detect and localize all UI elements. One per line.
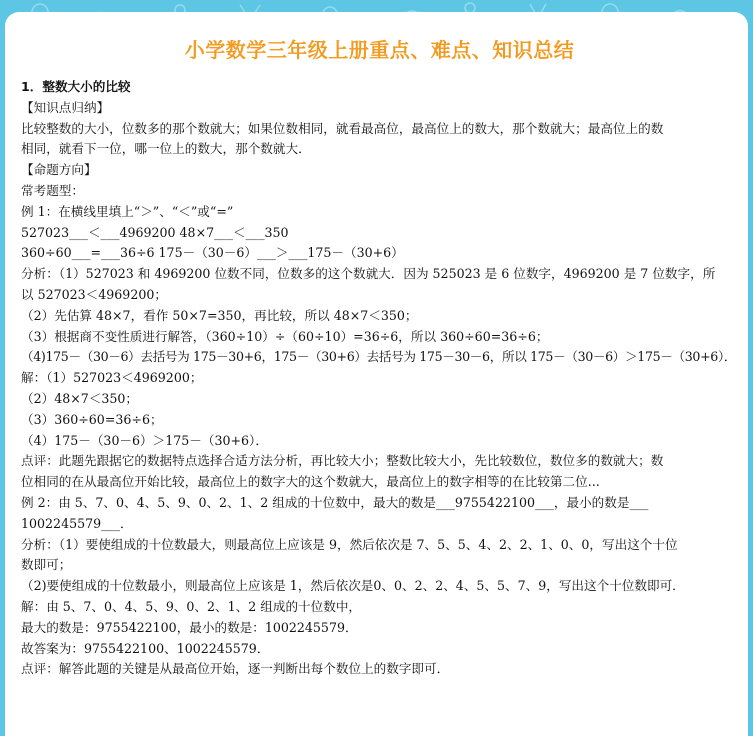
analysis-line: 分析：（1）要使组成的十位数最大，则最高位上应该是 9，然后依次是 7、5、5、4、2、2、1、0、0，写出这个十位 [21, 536, 678, 552]
comment-line: 点评：解答此题的关键是从最高位开始，逐一判断出每个数位上的数字即可． [21, 661, 450, 677]
document-title: 小学数学三年级上册重点、难点、知识总结 [184, 38, 575, 62]
direction-heading: 【命题方向】 [21, 162, 97, 178]
analysis-line: 数即可； [21, 557, 72, 573]
example-2-question: 例 2：由 5、7、0、4、5、9、0、2、1、2 组成的十位数中，最大的数是___9755422100___，最小的数是___ [21, 494, 649, 510]
solution-line: （3）360÷60=36÷6； [21, 411, 163, 427]
solution-line: 解：（1）527023＜4969200； [21, 370, 203, 386]
text-line: 常考题型： [21, 182, 84, 198]
knowledge-heading: 【知识点归纳】 [21, 99, 110, 115]
analysis-line: 以 527023＜4969200； [21, 286, 167, 302]
example-1-question: 例 1：在横线里填上“＞”、“＜”或“=” [21, 203, 234, 219]
document-card [5, 12, 748, 736]
solution-line: 最大的数是：9755422100，最小的数是：1002245579． [21, 619, 358, 635]
analysis-line: （2）先估算 48×7，看作 50×7=350，再比较，所以 48×7＜350； [21, 307, 418, 323]
section-heading: 1．整数大小的比较 [21, 79, 131, 94]
comment-line: 位相同的在从最高位开始比较，最高位上的数字大的这个数就大，最高位上的数字相等的在比较第二位... [21, 474, 600, 490]
analysis-line: （4)175－（30－6）去括号为 175－30+6，175－（30+6）去括号为 175－30－6，所以 175－（30－6）＞175－（30+6）． [21, 349, 737, 365]
text-line: 相同，就看下一位，哪一位上的数大，那个数就大． [21, 141, 311, 157]
example-1-row-1: 527023___＜___4969200 48×7___＜___350 [21, 224, 289, 240]
example-2-question: 1002245579___． [21, 515, 133, 531]
analysis-line: （2)要使组成的十位数最小，则最高位上应该是 1，然后依次是0、0、2、2、4、5、5、7、9，写出这个十位数即可． [21, 578, 685, 594]
analysis-line: （3）根据商不变性质进行解答，（360÷10）÷（60÷10）=36÷6，所以 360÷60=36÷6； [21, 328, 549, 344]
solution-line: 解：由 5、7、0、4、5、9、0、2、1、2 组成的十位数中， [21, 598, 362, 614]
text-line: 比较整数的大小，位数多的那个数就大；如果位数相同，就看最高位，最高位上的数大，那个数就大；最高位上的数 [21, 120, 664, 136]
solution-line: （2）48×7＜350； [21, 390, 139, 406]
solution-line: （4）175－（30－6）＞175－（30+6）． [21, 432, 268, 448]
answer-line: 故答案为：9755422100、1002245579． [21, 640, 270, 656]
example-1-row-2: 360÷60___=___36÷6 175－（30－6）___＞___175－（30+6） [21, 245, 404, 261]
comment-line: 点评：此题先跟据它的数据特点选择合适方法分析，再比较大小；整数比较大小，先比较数位，数位多的数就大；数 [21, 453, 664, 469]
analysis-line: 分析：（1）527023 和 4969200 位数不同，位数多的这个数就大．因为 525023 是 6 位数字，4969200 是 7 位数字，所 [21, 266, 716, 282]
